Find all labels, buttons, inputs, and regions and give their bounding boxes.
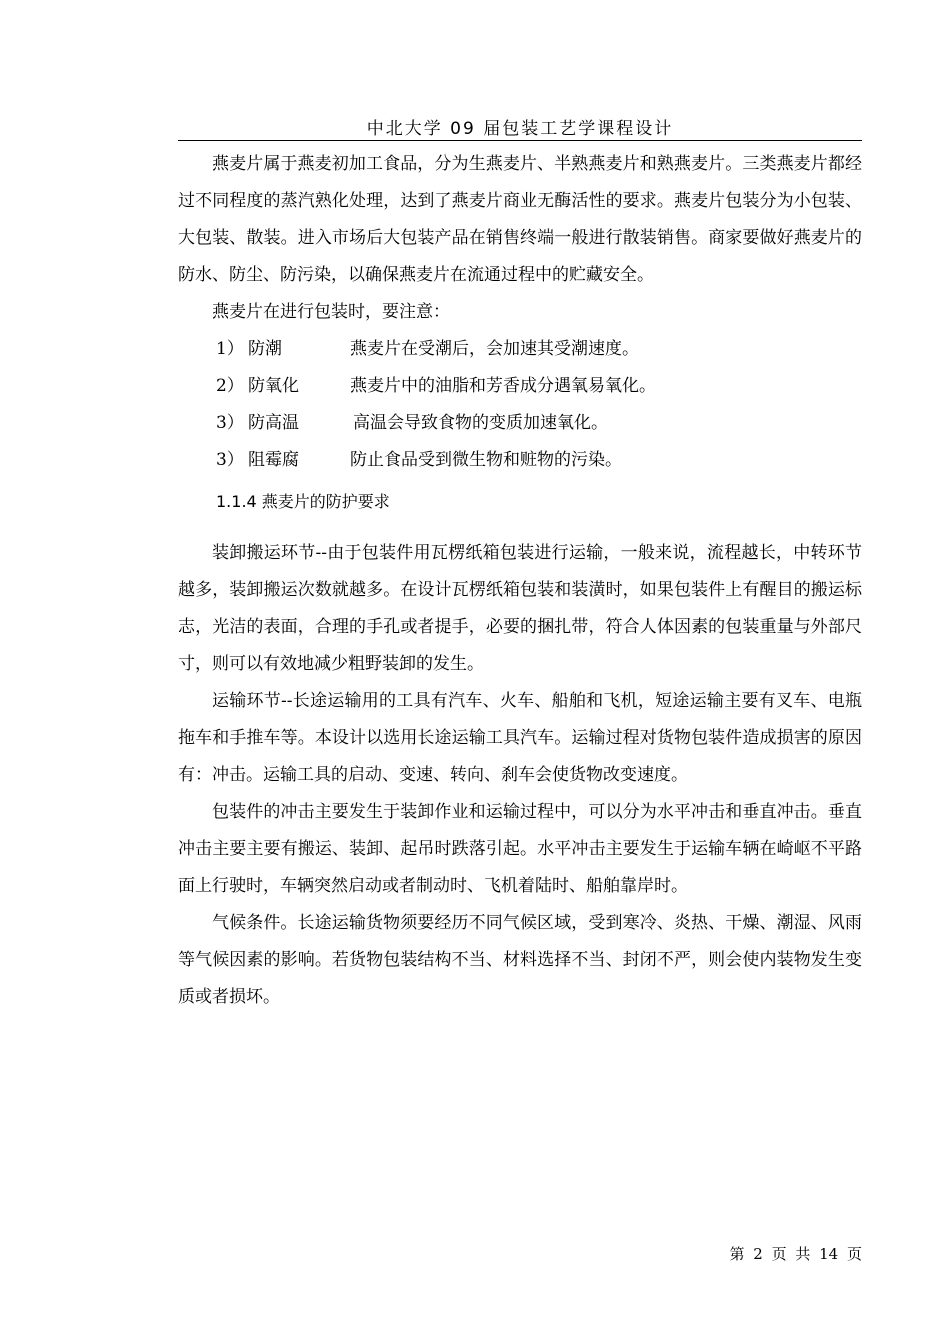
list-item [178,442,862,479]
body-paragraph: 运输环节--长途运输用的工具有汽车、火车、船舶和飞机，短途运输主要有叉车、电瓶拖车和手推车等。本设计以选用长途运输工具汽车。运输过程对货物包装件造成损害的原因有：冲击。运输工具的启动、变速、转向、刹车会使货物改变速度。 [178,691,862,785]
body-text [178,146,862,1016]
header-rule [178,140,862,141]
list-intro: 燕麦片在进行包装时，要注意： [212,302,450,322]
list-item [178,405,862,442]
body-paragraph: 装卸搬运环节--由于包装件用瓦楞纸箱包装进行运输，一般来说，流程越长，中转环节越多，装卸搬运次数就越多。在设计瓦楞纸箱包装和装潢时，如果包装件上有醒目的搬运标志，光洁的表面，合理的手孔或者提手，必要的捆扎带，符合人体因素的包装重量与外部尺寸，则可以有效地减少粗野装卸的发生。 [178,543,862,674]
list-item [178,331,862,368]
list-item-term: 防高温 [248,413,299,433]
list-item-number: 3） [216,450,244,470]
list-item [178,368,862,405]
section-heading: 1.1.4 燕麦片的防护要求 [216,492,390,511]
page-number-footer: 第 2 页 共 14 页 [729,1245,862,1263]
list-item-desc: 燕麦片在受潮后，会加速其受潮速度。 [350,339,639,359]
list-item-number: 3） [216,413,244,433]
list-item-desc: 燕麦片中的油脂和芳香成分遇氧易氧化。 [350,376,656,396]
body-paragraph: 包装件的冲击主要发生于装卸作业和运输过程中，可以分为水平冲击和垂直冲击。垂直冲击主要主要有搬运、装卸、起吊时跌落引起。水平冲击主要发生于运输车辆在崎岖不平路面上行驶时，车辆突然启动或者制动时、飞机着陆时、船舶靠岸时。 [178,802,862,896]
intro-paragraph: 燕麦片属于燕麦初加工食品，分为生燕麦片、半熟燕麦片和熟燕麦片。三类燕麦片都经过不同程度的蒸汽熟化处理，达到了燕麦片商业无酶活性的要求。燕麦片包装分为小包装、大包装、散装。进入市场后大包装产品在销售终端一般进行散装销售。商家要做好燕麦片的防水、防尘、防污染，以确保燕麦片在流通过程中的贮藏安全。 [178,154,862,285]
page-header-title: 中北大学 09 届包装工艺学课程设计 [366,119,674,139]
list-item-desc: 高温会导致食物的变质加速氧化。 [353,413,608,433]
list-item-term: 防潮 [248,339,282,359]
body-paragraph: 气候条件。长途运输货物须要经历不同气候区域，受到寒冷、炎热、干燥、潮湿、风雨等气候因素的影响。若货物包装结构不当、材料选择不当、封闭不严，则会使内装物发生变质或者损坏。 [178,913,862,1007]
list-item-desc: 防止食品受到微生物和赃物的污染。 [350,450,622,470]
list-item-number: 1） [216,339,244,359]
list-item-number: 2） [216,376,244,396]
list-item-term: 阻霉腐 [248,450,299,470]
list-item-term: 防氧化 [248,376,299,396]
